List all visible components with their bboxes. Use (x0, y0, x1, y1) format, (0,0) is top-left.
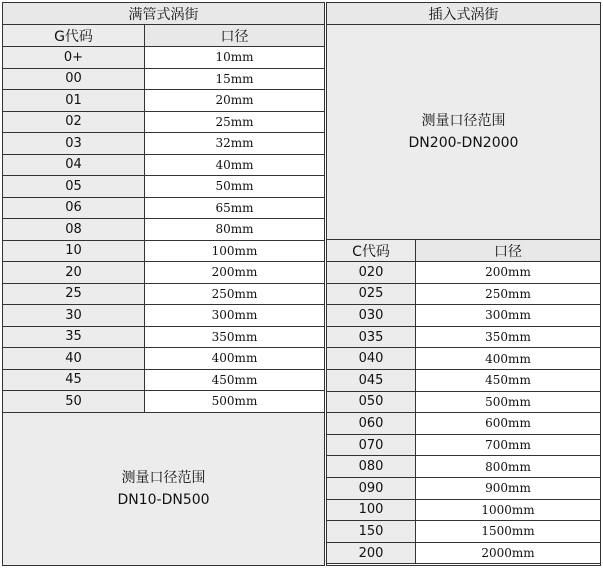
insertion-range-label: 测量口径范围 (421, 113, 506, 129)
diameter-cell: 32mm (145, 133, 324, 154)
code-cell: 030 (327, 305, 416, 326)
code-cell: 100 (327, 500, 416, 521)
insertion-diameter-header: 口径 (416, 240, 600, 261)
insertion-title: 插入式涡街 (428, 6, 499, 23)
table-row (327, 413, 600, 435)
code-cell: 04 (3, 155, 145, 176)
full-pipe-range-block (3, 413, 324, 566)
table-row (327, 521, 600, 543)
code-cell: 035 (327, 327, 416, 348)
code-cell: 00 (3, 69, 145, 90)
table-row (327, 262, 600, 284)
table-row (3, 284, 324, 306)
diameter-cell: 450mm (145, 370, 324, 391)
code-cell: 060 (327, 413, 416, 434)
full-pipe-header-row (3, 25, 324, 47)
code-cell: 40 (3, 348, 145, 369)
code-cell: 20 (3, 262, 145, 283)
code-cell: 03 (3, 133, 145, 154)
table-row (3, 155, 324, 177)
table-row (327, 284, 600, 306)
code-cell: 30 (3, 305, 145, 326)
table-row (3, 47, 324, 69)
code-cell: 025 (327, 284, 416, 305)
table-row (3, 348, 324, 370)
table-row (3, 198, 324, 220)
diameter-cell: 500mm (145, 391, 324, 412)
table-row (327, 500, 600, 522)
table-row (3, 69, 324, 91)
code-cell: 0+ (3, 47, 145, 68)
code-cell: 090 (327, 478, 416, 499)
diameter-cell: 250mm (416, 284, 600, 305)
code-cell: 01 (3, 90, 145, 111)
diameter-cell: 450mm (416, 370, 600, 391)
insertion-header-row (327, 240, 600, 262)
code-cell: 200 (327, 543, 416, 564)
full-pipe-range-value: DN10-DN500 (117, 491, 210, 508)
diameter-cell: 15mm (145, 69, 324, 90)
code-cell: 35 (3, 327, 145, 348)
diameter-cell: 65mm (145, 198, 324, 219)
table-row (3, 262, 324, 284)
diameter-cell: 400mm (145, 348, 324, 369)
table-row (327, 435, 600, 457)
table-row (3, 391, 324, 413)
code-cell: 10 (3, 241, 145, 262)
diameter-cell: 1000mm (416, 500, 600, 521)
full-pipe-title-row (3, 3, 324, 25)
full-pipe-table (2, 2, 325, 566)
diameter-cell: 700mm (416, 435, 600, 456)
diameter-header: 口径 (145, 25, 324, 46)
table-row (3, 241, 324, 263)
table-row (327, 543, 600, 565)
code-cell: 080 (327, 456, 416, 477)
diameter-cell: 350mm (416, 327, 600, 348)
diameter-cell: 600mm (416, 413, 600, 434)
insertion-title-row (327, 3, 600, 25)
diameter-cell: 900mm (416, 478, 600, 499)
code-cell: 150 (327, 521, 416, 542)
diameter-cell: 200mm (416, 262, 600, 283)
full-pipe-range-label: 测量口径范围 (121, 469, 206, 486)
diameter-cell: 40mm (145, 155, 324, 176)
table-row (3, 327, 324, 349)
diameter-cell: 400mm (416, 348, 600, 369)
full-pipe-title: 满管式涡街 (128, 6, 199, 23)
diameter-cell: 800mm (416, 456, 600, 477)
diameter-cell: 20mm (145, 90, 324, 111)
insertion-range-block (327, 25, 600, 240)
c-code-header: C代码 (327, 240, 416, 261)
diameter-cell: 250mm (145, 284, 324, 305)
code-cell: 25 (3, 284, 145, 305)
table-row (327, 478, 600, 500)
code-cell: 45 (3, 370, 145, 391)
insertion-range-value: DN200-DN2000 (408, 135, 519, 151)
code-cell: 050 (327, 392, 416, 413)
diameter-cell: 200mm (145, 262, 324, 283)
g-code-header: G代码 (3, 25, 145, 46)
table-row (3, 219, 324, 241)
diameter-cell: 300mm (145, 305, 324, 326)
table-row (327, 392, 600, 414)
diameter-cell: 300mm (416, 305, 600, 326)
table-row (327, 327, 600, 349)
code-cell: 020 (327, 262, 416, 283)
table-row (3, 112, 324, 134)
diameter-cell: 500mm (416, 392, 600, 413)
diameter-cell: 100mm (145, 241, 324, 262)
code-cell: 045 (327, 370, 416, 391)
code-cell: 05 (3, 176, 145, 197)
code-cell: 040 (327, 348, 416, 369)
code-cell: 50 (3, 391, 145, 412)
table-row (3, 370, 324, 392)
code-cell: 06 (3, 198, 145, 219)
diameter-cell: 50mm (145, 176, 324, 197)
diameter-cell: 80mm (145, 219, 324, 240)
diameter-cell: 350mm (145, 327, 324, 348)
table-row (3, 176, 324, 198)
table-row (327, 370, 600, 392)
table-row (3, 133, 324, 155)
diameter-cell: 2000mm (416, 543, 600, 564)
code-cell: 02 (3, 112, 145, 133)
diameter-cell: 10mm (145, 47, 324, 68)
code-cell: 08 (3, 219, 145, 240)
table-row (3, 305, 324, 327)
table-row (327, 305, 600, 327)
insertion-table (326, 2, 601, 566)
diameter-cell: 1500mm (416, 521, 600, 542)
code-cell: 070 (327, 435, 416, 456)
table-row (3, 90, 324, 112)
table-row (327, 348, 600, 370)
table-row (327, 456, 600, 478)
diameter-cell: 25mm (145, 112, 324, 133)
